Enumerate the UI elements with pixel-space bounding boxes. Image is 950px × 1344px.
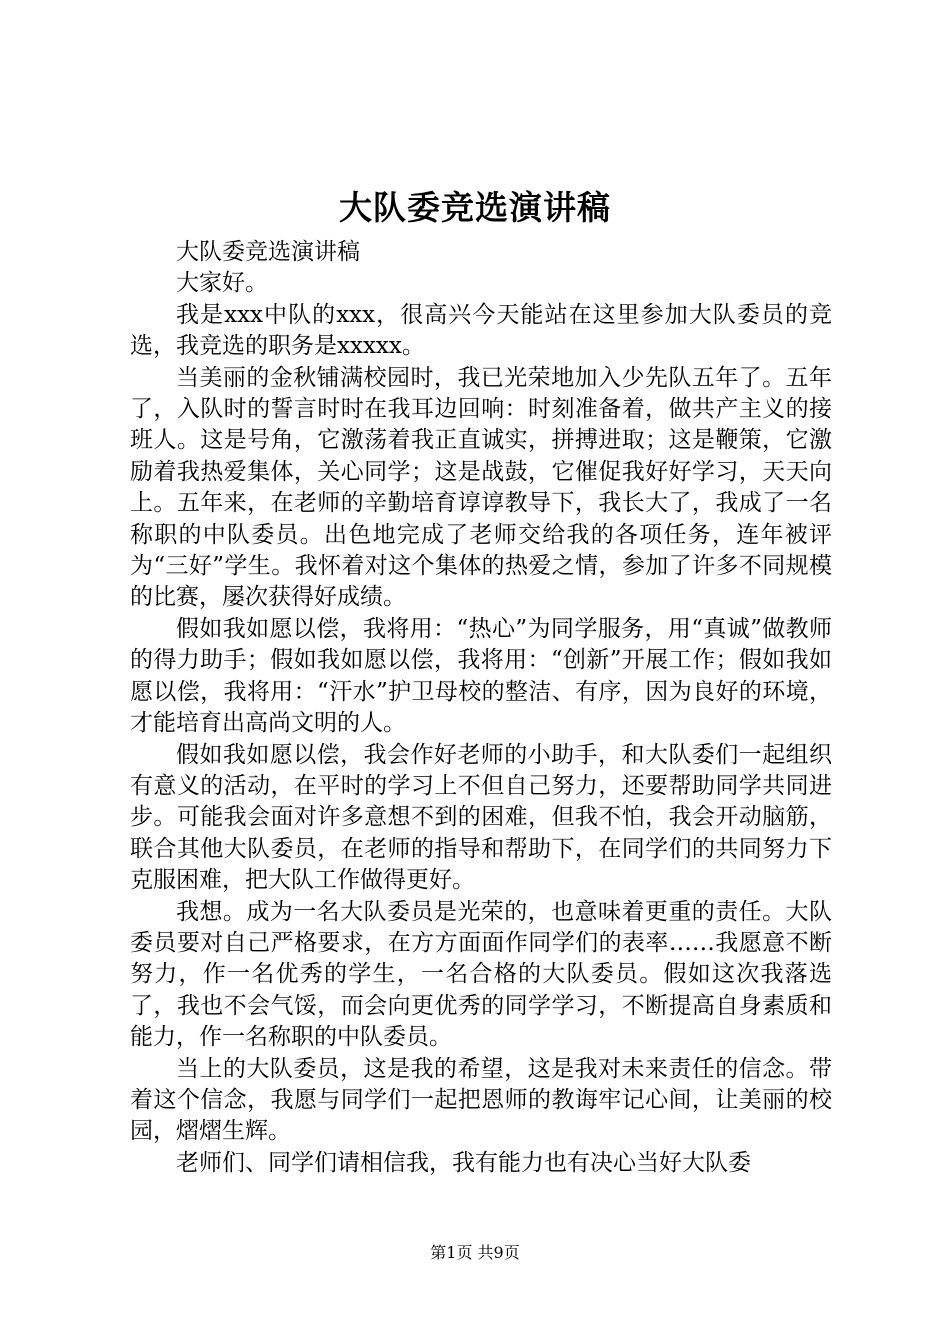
paragraph-subtitle: 大队委竞选演讲稿 — [176, 239, 360, 265]
paragraph: 我是xxx中队的xxx，很高兴今天能站在这里参加大队委员的竞选，我竞选的职务是xxxxx。 — [130, 301, 832, 360]
paragraph: 假如我如愿以偿，我将用：“热心”为同学服务，用“真诚”做教师的得力助手；假如我如愿以偿，我将用：“创新”开展工作；假如我如愿以偿，我将用：“汗水”护卫母校的整洁、有序，因为良好的环境，才能培育出高尚文明的人。 — [130, 615, 832, 737]
paragraph: 当美丽的金秋铺满校园时，我已光荣地加入少先队五年了。五年了，入队时的誓言时时在我耳边回响：时刻准备着，做共产主义的接班人。这是号角，它激荡着我正直诚实，拼搏进取；这是鞭策，它激励着我热爱集体，关心同学；这是战鼓，它催促我好好学习，天天向上。五年来，在老师的辛勤培育谆谆教导下，我长大了，我成了一名称职的中队委员。出色地完成了老师交给我的各项任务，连年被评为“三好”学生。我怀着对这个集体的热爱之情，参加了许多不同规模的比赛，屡次获得好成绩。 — [130, 364, 832, 611]
page-number-footer: 第1页 共9页 — [430, 1243, 520, 1262]
document-title: 大队委竞选演讲稿 — [339, 188, 611, 227]
paragraph: 我想。成为一名大队委员是光荣的，也意味着更重的责任。大队委员要对自己严格要求，在方方面面作同学们的表率……我愿意不断努力，作一名优秀的学生，一名合格的大队委员。假如这次我落选了，我也不会气馁，而会向更优秀的同学学习，不断提高自身素质和能力，作一名称职的中队委员。 — [130, 898, 832, 1051]
paragraph: 假如我如愿以偿，我会作好老师的小助手，和大队委们一起组织有意义的活动，在平时的学习上不但自己努力，还要帮助同学共同进步。可能我会面对许多意想不到的困难，但我不怕，我会开动脑筋，联合其他大队委员，在老师的指导和帮助下，在同学们的共同努力下克服困难，把大队工作做得更好。 — [130, 741, 832, 894]
paragraph: 当上的大队委员，这是我的希望，这是我对未来责任的信念。带着这个信念，我愿与同学们一起把恩师的教诲牢记心间，让美丽的校园，熠熠生辉。 — [130, 1055, 832, 1145]
paragraph-greeting: 大家好。 — [176, 270, 268, 297]
document-body — [130, 237, 832, 1179]
paragraph: 老师们、同学们请相信我，我有能力也有决心当好大队委 — [176, 1149, 751, 1176]
